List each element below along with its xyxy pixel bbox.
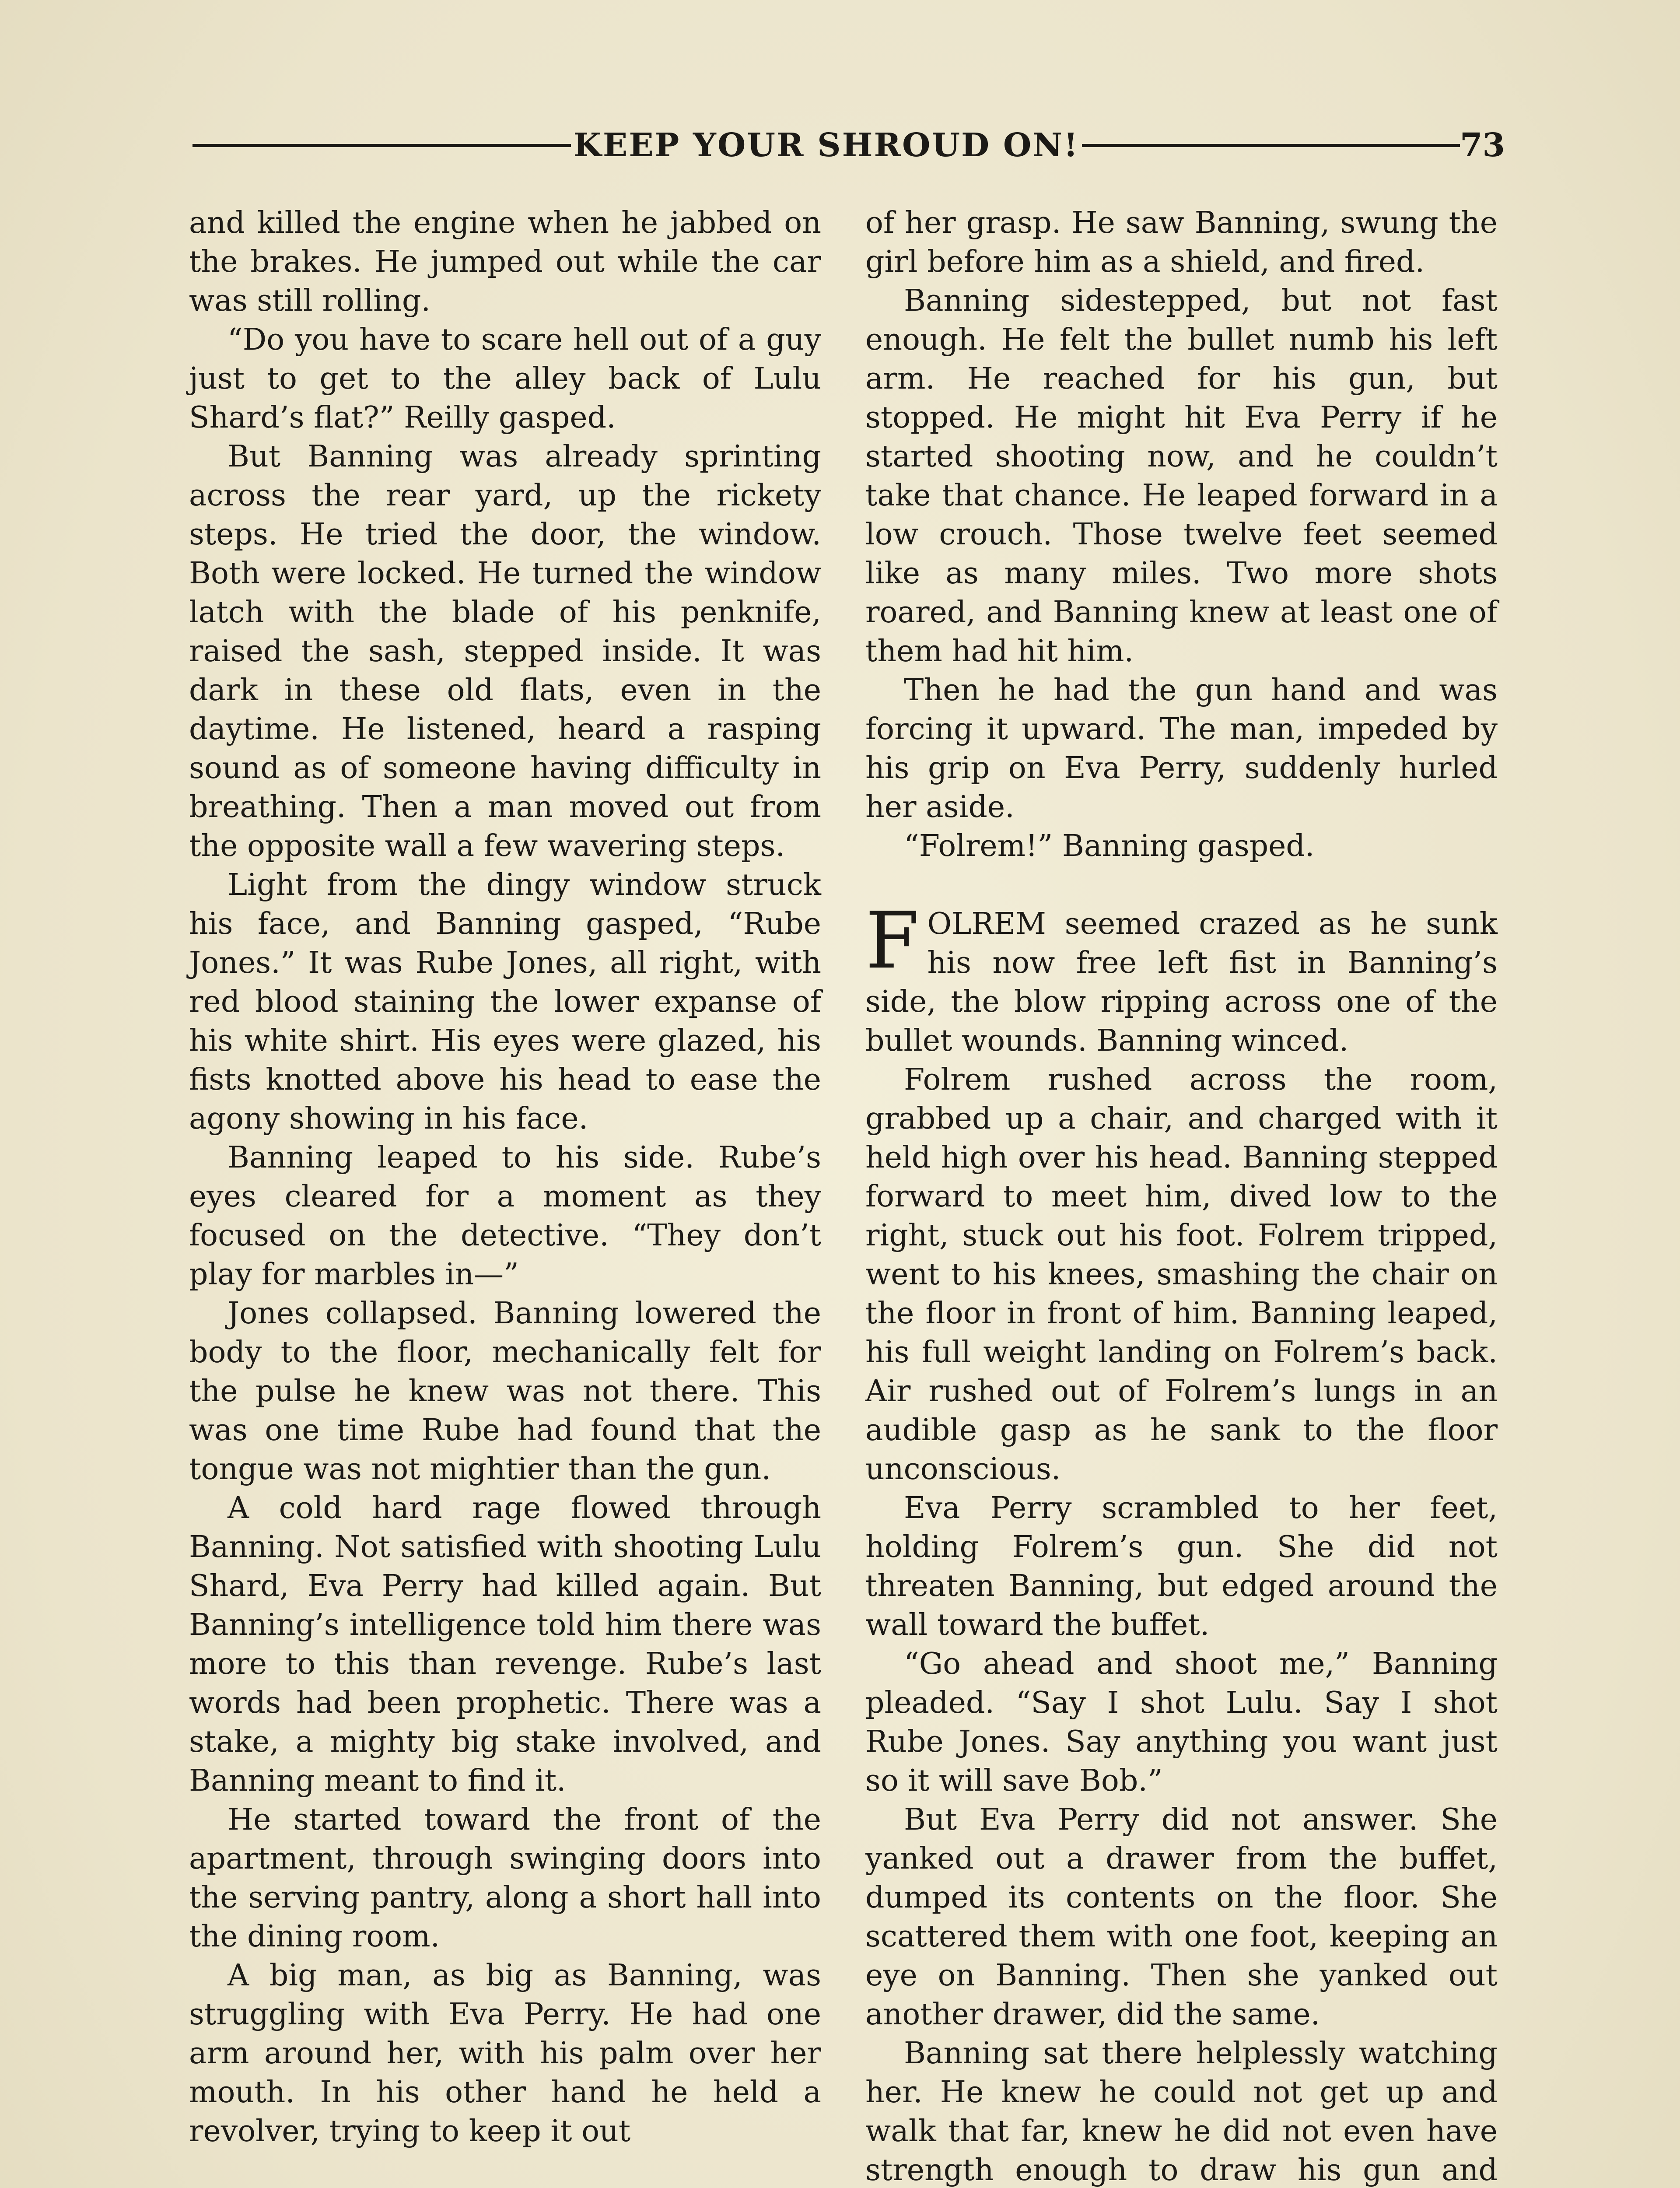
left-column: [189, 203, 821, 2151]
paragraph: Then he had the gun hand and was forcing it upward. The man, impeded by his grip on Eva Perry, suddenly hurled her aside.: [865, 673, 1498, 824]
paragraph: Banning sat there helplessly watching her. He knew he could not get up and walk that far, knew he did not even have strength enough to draw his gun and: [865, 2036, 1498, 2188]
paragraph: Eva Perry scrambled to her feet, holding Folrem’s gun. She did not threaten Banning, but edged around the wall toward the buffet.: [865, 1491, 1498, 1642]
paragraph: A cold hard rage flowed through Banning. Not satisfied with shooting Lulu Shard, Eva Perry had killed again. But Banning’s intelligence told him there was more to this than revenge. Rube’s last words had been prophetic. There was a stake, a mighty big stake involved, and Banning meant to find it.: [189, 1491, 821, 1798]
paragraph: Banning leaped to his side. Rube’s eyes cleared for a moment as they focused on the detective. “They don’t play for marbles in—”: [189, 1140, 821, 1292]
paragraph: “Go ahead and shoot me,” Banning pleaded. “Say I shot Lulu. Say I shot Rube Jones. Say anything you want just so it will save Bob.”: [865, 1647, 1498, 1798]
right-column: [865, 203, 1498, 2188]
paragraph: Folrem rushed across the room, grabbed up a chair, and charged with it held high over his head. Banning stepped forward to meet him, dived low to the right, stuck out his foot. Folrem tripped, went to his knees, smashing the chair on the floor in front of him. Banning leaped, his full weight landing on Folrem’s back. Air rushed out of Folrem’s lungs in an audible gasp as he sank to the floor unconscious.: [865, 1062, 1498, 1487]
header-rule-left: [192, 144, 571, 147]
paragraph: Banning sidestepped, but not fast enough. He felt the bullet numb his left arm. He reached for his gun, but stopped. He might hit Eva Perry if he started shooting now, and he couldn’t take that chance. He leaped forward in a low crouch. Those twelve feet seemed like as many miles. Two more shots roared, and Banning knew at least one of them had hit him.: [865, 284, 1498, 669]
section-opening-text: OLREM seemed crazed as he sunk his now free left fist in Banning’s side, the blow ripping across one of the bullet wounds. Banning winced.: [865, 907, 1498, 1058]
paragraph: of her grasp. He saw Banning, swung the girl before him as a shield, and fired.: [865, 206, 1498, 279]
paragraph: A big man, as big as Banning, was struggling with Eva Perry. He had one arm around her, with his palm over her mouth. In his other hand he held a revolver, trying to keep it out: [189, 1958, 821, 2149]
paragraph: Light from the dingy window struck his face, and Banning gasped, “Rube Jones.” It was Rube Jones, all right, with red blood staining the lower expanse of his white shirt. His eyes were glazed, his fists knotted above his head to ease the agony showing in his face.: [189, 868, 821, 1136]
paragraph: “Folrem!” Banning gasped.: [904, 829, 1315, 863]
paragraph: and killed the engine when he jabbed on the brakes. He jumped out while the car was still rolling.: [189, 206, 821, 318]
page-number: 73: [1460, 126, 1505, 164]
header-rule-right: [1082, 144, 1460, 147]
story-title: KEEP YOUR SHROUD ON!: [573, 126, 1079, 164]
running-header: [192, 119, 1505, 172]
paragraph: Jones collapsed. Banning lowered the body to the floor, mechanically felt for the pulse he knew was not there. This was one time Rube had found that the tongue was not mightier than the gun.: [189, 1296, 821, 1487]
paragraph: “Do you have to scare hell out of a guy just to get to the alley back of Lulu Shard’s flat?” Reilly gasped.: [189, 323, 821, 435]
paragraph: But Banning was already sprinting across the rear yard, up the rickety steps. He tried the door, the window. Both were locked. He turned the window latch with the blade of his penknife, raised the sash, stepped inside. It was dark in these old flats, even in the daytime. He listened, heard a rasping sound as of someone having difficulty in breathing. Then a man moved out from the opposite wall a few wavering steps.: [189, 439, 821, 863]
paragraph: He started toward the front of the apartment, through swinging doors into the serving pantry, along a short hall into the dining room.: [189, 1802, 821, 1954]
drop-cap: F: [865, 895, 920, 986]
section-opening-paragraph: [865, 895, 1498, 1060]
paragraph: But Eva Perry did not answer. She yanked out a drawer from the buffet, dumped its contents on the floor. She scattered them with one foot, keeping an eye on Banning. Then she yanked out another drawer, did the same.: [865, 1802, 1498, 2032]
